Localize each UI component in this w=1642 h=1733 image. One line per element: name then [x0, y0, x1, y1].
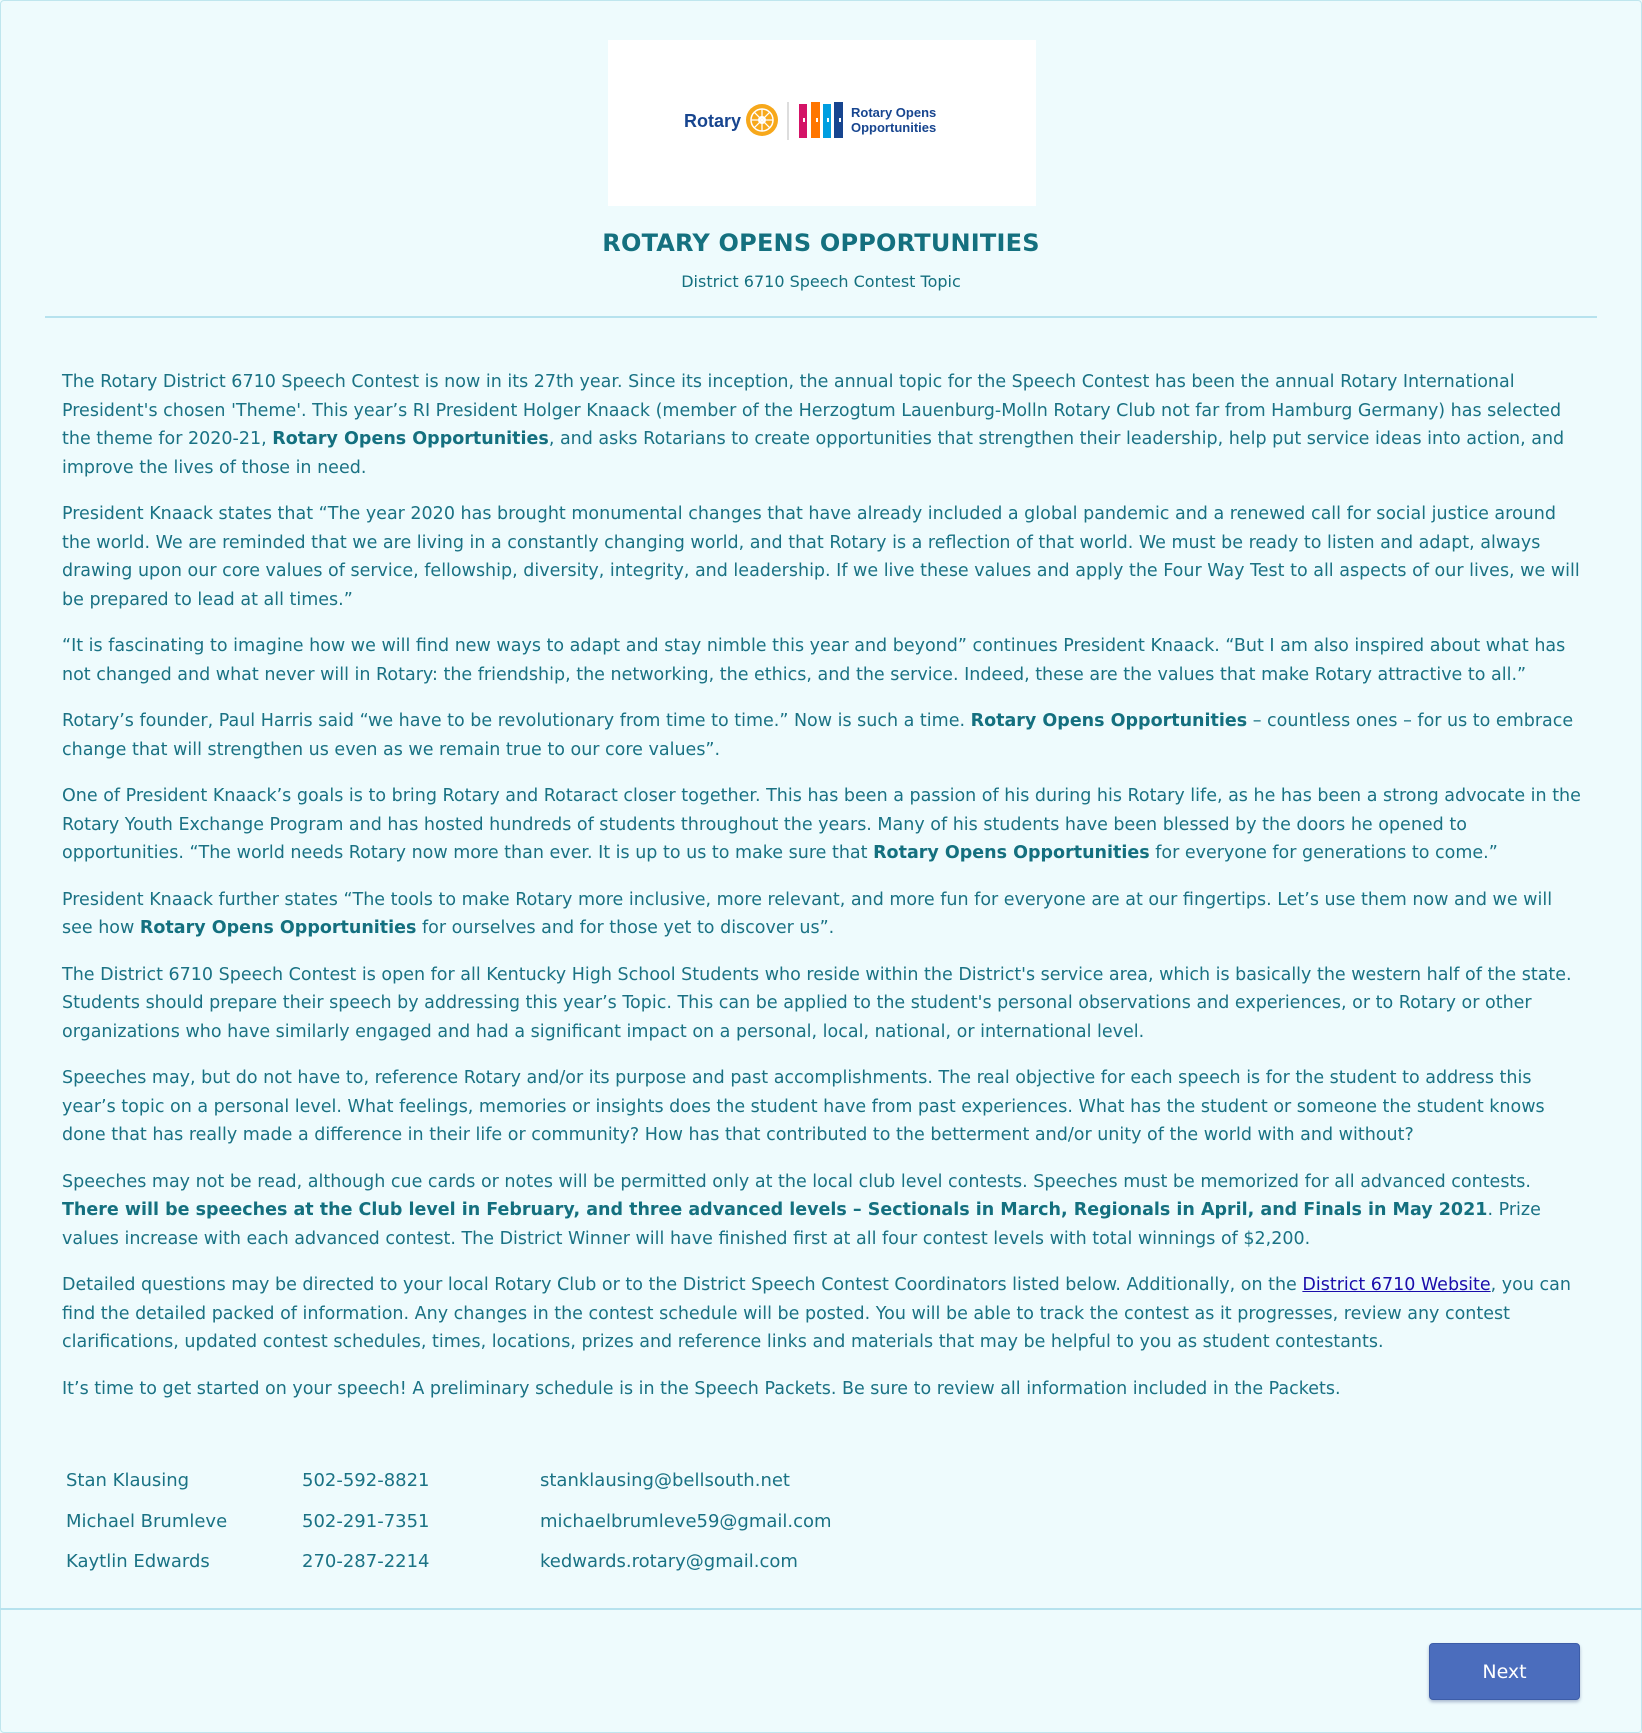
contact-phone: 502-291-7351: [302, 1510, 430, 1532]
contact-name: Kaytlin Edwards: [66, 1551, 210, 1572]
contact-name: Stan Klausing: [66, 1470, 190, 1491]
page-subtitle: District 6710 Speech Contest Topic: [681, 272, 961, 291]
logo-tagline-line2: Opportunities: [851, 120, 937, 135]
logo-tagline-line1: Rotary Opens: [851, 105, 937, 120]
paragraph-6: President Knaack further states “The tools to make Rotary more inclusive, more relevant, and more fun for everyone are at our fingertips. Let’s use them now and we will see how Rotary Opens Opportunities for ourselves and for those yet to discover us”.: [62, 889, 1553, 938]
header-divider: [45, 316, 1597, 318]
paragraph-7: The District 6710 Speech Contest is open for all Kentucky High School Students who reside within the District's service area, which is basically the western half of the state. Students should prepare their speech by addressing this year’s Topic. This can be applied to the student's personal observations and experiences, or to Rotary or other organizations who have similarly engaged and had a significant impact on a personal, local, national, or international level.: [62, 964, 1572, 1042]
doors-icon: [799, 102, 843, 138]
paragraph-3: “It is fascinating to imagine how we will find new ways to adapt and stay nimble this year and beyond” continues President Knaack. “But I am also inspired about what has not changed and what never will in Rotary: the friendship, the networking, the ethics, and the service. Indeed, these are the values that make Rotary attractive to all.”: [62, 636, 1566, 685]
rotary-logo: [608, 40, 1036, 206]
rotary-wheel-icon: [746, 104, 778, 136]
paragraph-1: The Rotary District 6710 Speech Contest is now in its 27th year. Since its inception, the annual topic for the Speech Contest has been the annual Rotary International President's chosen 'Theme'. This year’s RI President Holger Knaack (member of the Herzogtum Lauenburg-Molln Rotary Club not far from Hamburg Germany) has selected the theme for 2020-21, Rotary Opens Opportunities, and asks Rotarians to create opportunities that strengthen their leadership, help put service ideas into action, and improve the lives of those in need.: [62, 372, 1565, 478]
paragraph-4: Rotary’s founder, Paul Harris said “we have to be revolutionary from time to time.” Now is such a time. Rotary Opens Opportunities – countless ones – for us to embrace change that will strengthen us even as we remain true to our core values”.: [62, 711, 1574, 760]
paragraph-9: Speeches may not be read, although cue cards or notes will be permitted only at the local club level contests. Speeches must be memorized for all advanced contests. There will be speeches at the Club level in February, and three advanced levels – Sectionals in March, Regionals in April, and Finals in May 2021. Prize values increase with each advanced contest. The District Winner will have finished first at all four contest levels with total winnings of $2,200.: [62, 1171, 1541, 1249]
next-button[interactable]: Next: [1429, 1643, 1580, 1700]
contact-name: Michael Brumleve: [66, 1510, 228, 1532]
paragraph-11: It’s time to get started on your speech! A preliminary schedule is in the Speech Packets. Be sure to review all information included in the Packets.: [62, 1378, 1341, 1399]
footer-divider: [0, 1608, 1642, 1610]
contact-email: stanklausing@bellsouth.net: [540, 1470, 790, 1491]
paragraph-5: One of President Knaack’s goals is to bring Rotary and Rotaract closer together. This has been a passion of his during his Rotary life, as he has been a strong advocate in the Rotary Youth Exchange Program and has hosted hundreds of students throughout the years. Many of his students have been blessed by the doors he opened to opportunities. “The world needs Rotary now more than ever. It is up to us to make sure that Rotary Opens Opportunities for everyone for generations to come.”: [62, 786, 1581, 863]
rotary-logo-graphic: [608, 40, 1036, 206]
paragraph-2: President Knaack states that “The year 2020 has brought monumental changes that have already included a global pandemic and a renewed call for social justice around the world. We are reminded that we are living in a constantly changing world, and that Rotary is a reflection of that world. We must be ready to listen and adapt, always drawing upon our core values of service, fellowship, diversity, integrity, and leadership. If we live these values and apply the Four Way Test to all aspects of our lives, we will be prepared to lead at all times.”: [62, 504, 1580, 610]
paragraph-10: Detailed questions may be directed to your local Rotary Club or to the District Speech Contest Coordinators listed below. Additionally, on the District 6710 Website, you can find the detailed packed of information. Any changes in the contest schedule will be posted. You will be able to track the contest as it progresses, review any contest clarifications, updated contest schedules, times, locations, prizes and reference links and materials that may be helpful to you as student contestants.: [62, 1275, 1571, 1352]
page-title: ROTARY OPENS OPPORTUNITIES: [602, 229, 1040, 257]
contact-email: kedwards.rotary@gmail.com: [540, 1551, 798, 1572]
rotary-wordmark: Rotary: [684, 111, 742, 131]
contact-email: michaelbrumleve59@gmail.com: [540, 1510, 832, 1532]
contact-phone: 270-287-2214: [302, 1551, 430, 1572]
contact-phone: 502-592-8821: [302, 1470, 430, 1491]
district-website-link[interactable]: District 6710 Website: [1302, 1275, 1491, 1295]
topic-text: [62, 368, 1582, 1421]
paragraph-8: Speeches may, but do not have to, reference Rotary and/or its purpose and past accomplishments. The real objective for each speech is for the student to address this year’s topic on a personal level. What feelings, memories or insights does the student have from past experiences. What has the student or someone the student knows done that has really made a difference in their life or community? How has that contributed to the betterment and/or unity of the world with and without?: [62, 1068, 1545, 1145]
